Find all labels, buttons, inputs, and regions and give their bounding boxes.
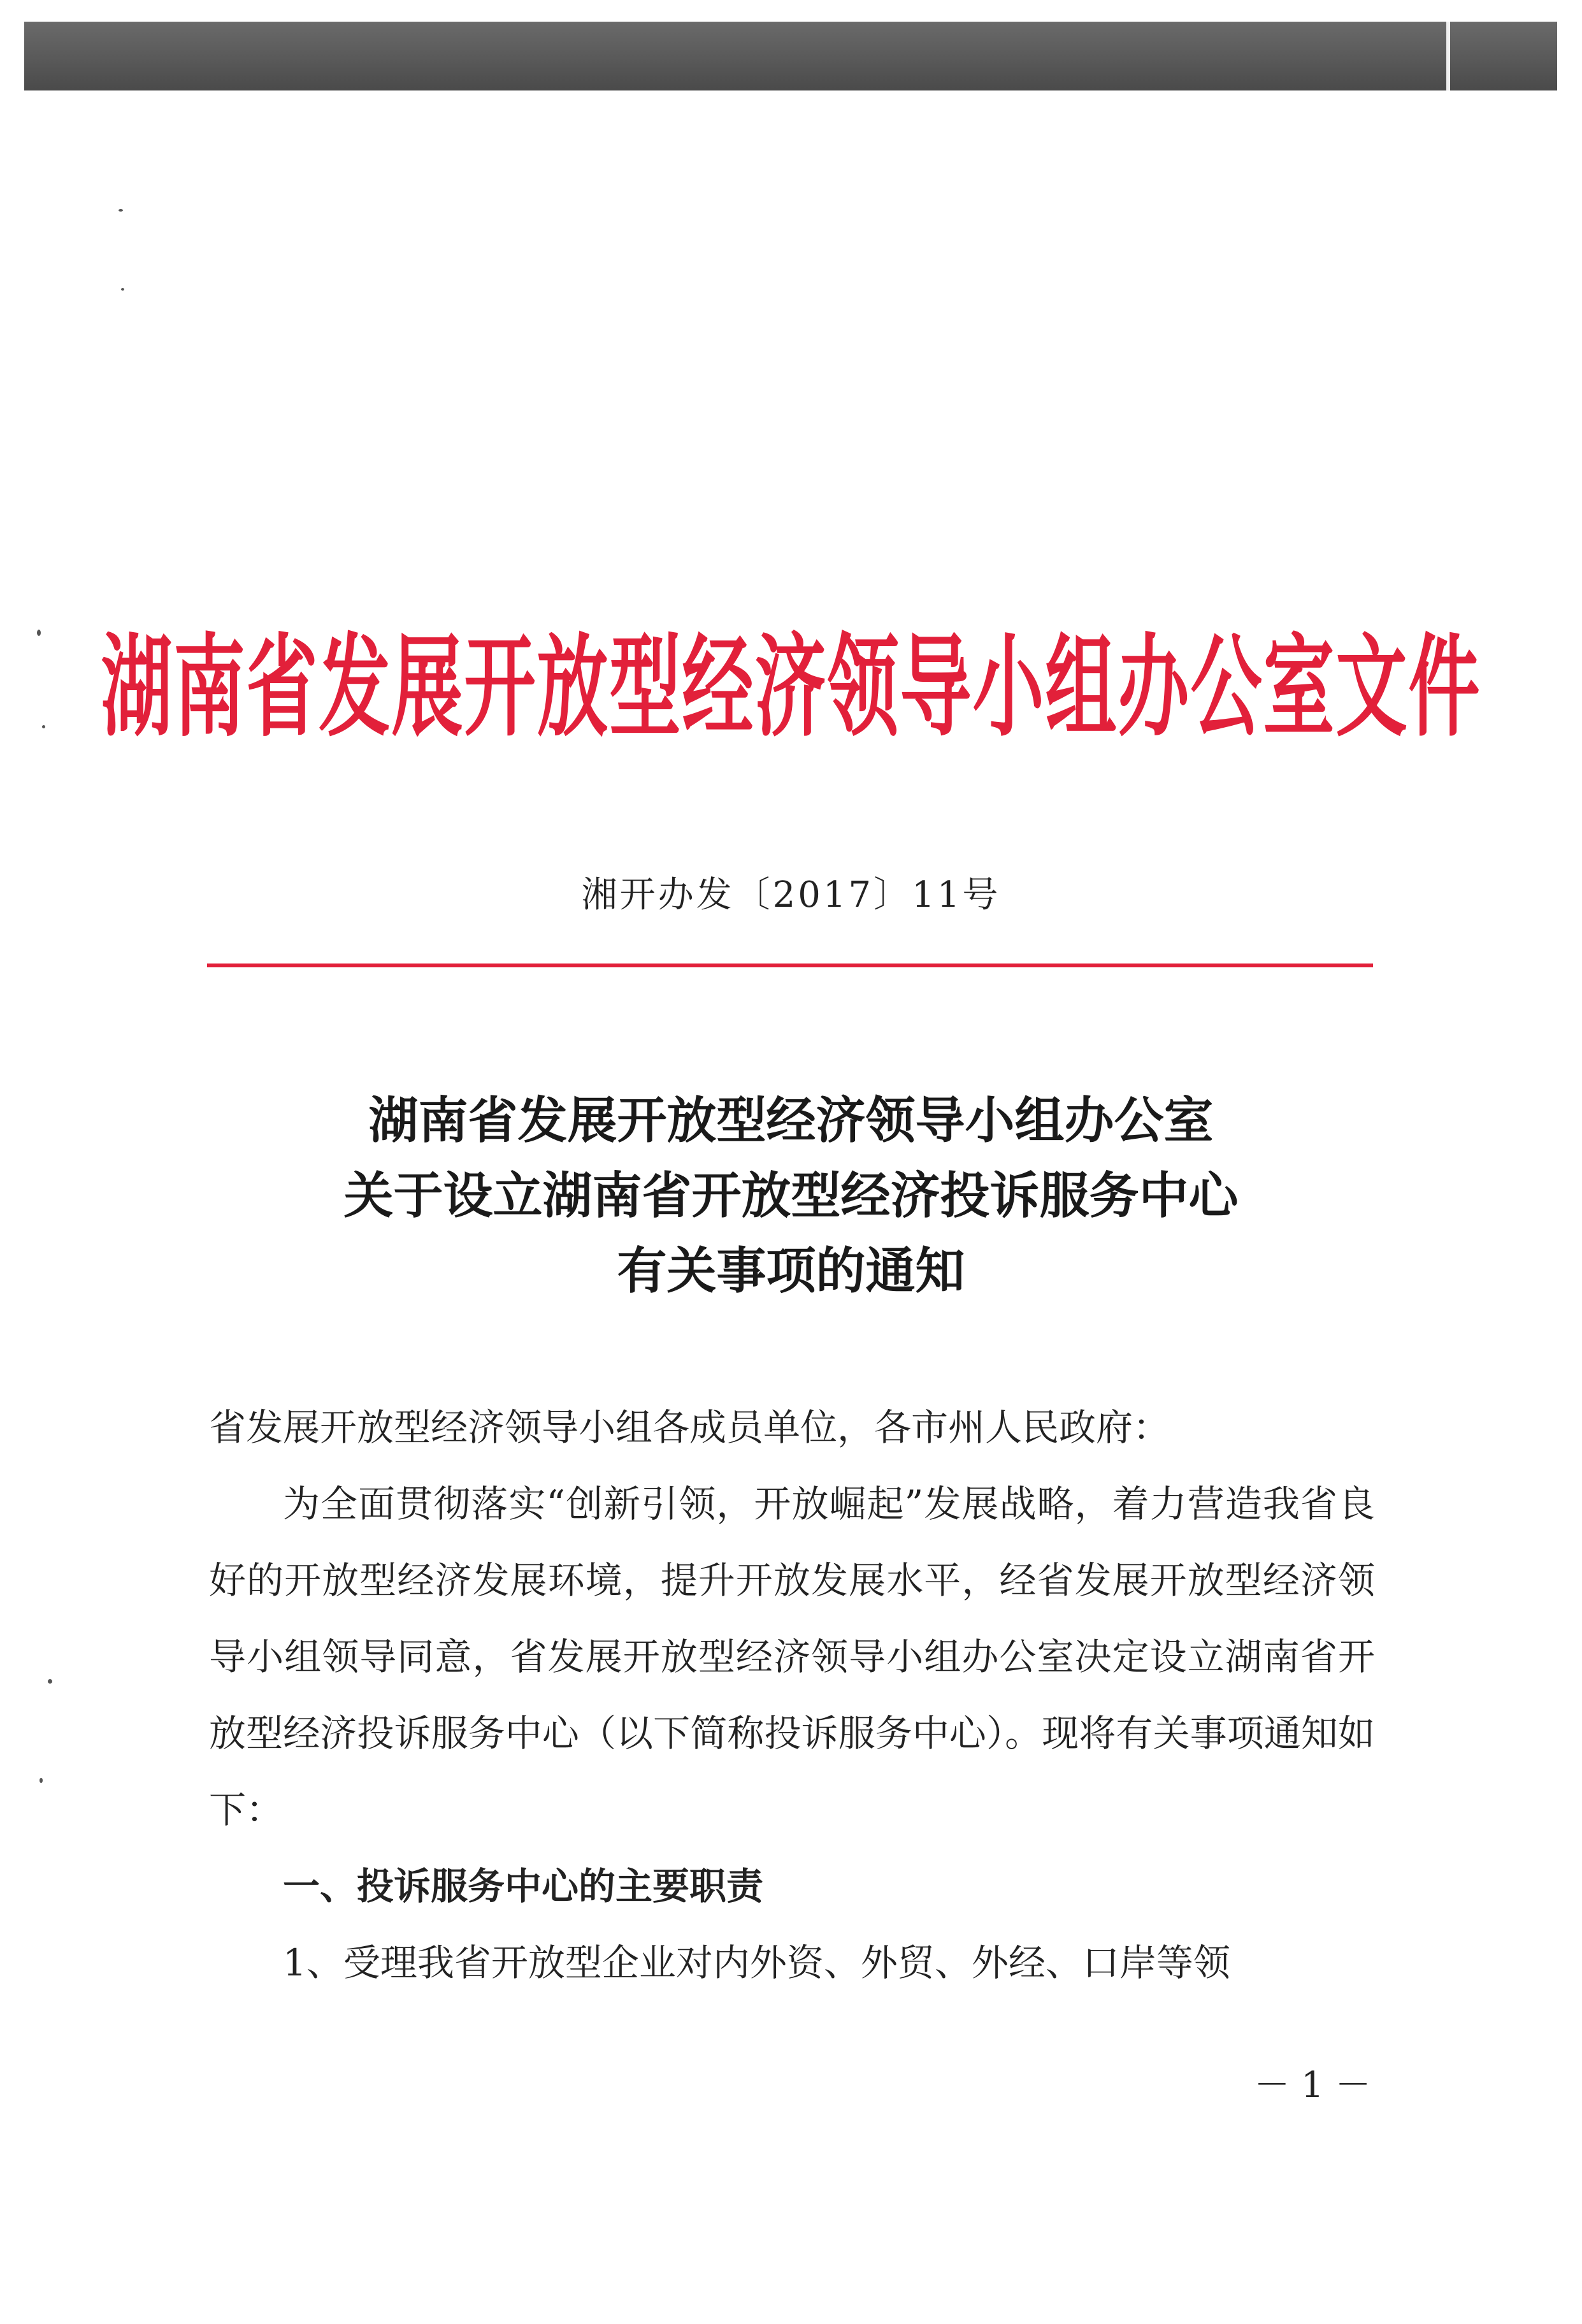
red-separator-line: [207, 964, 1373, 967]
scan-speck: [119, 209, 123, 212]
notice-body: [209, 1389, 1375, 2001]
page-number: － 1 －: [1254, 2065, 1371, 2106]
scan-speck: [48, 1679, 52, 1684]
salutation: 省发展开放型经济领导小组各成员单位，各市州人民政府：: [209, 1406, 1170, 1449]
scan-speck: [40, 1778, 43, 1783]
list-item: 1、受理我省开放型企业对内外资、外贸、外经、口岸等领: [283, 1941, 1230, 1984]
intro-paragraph: 为全面贯彻落实“创新引领，开放崛起”发展战略，着力营造我省良好的开放型经济发展环境，提升开放发展水平，经省发展开放型经济领导小组领导同意，省发展开放型经济领导小组办公室决定设立湖南省开放型经济投诉服务中心（以下简称投诉服务中心）。现将有关事项通知如下：: [209, 1482, 1375, 1831]
section-heading: 一、投诉服务中心的主要职责: [283, 1865, 764, 1908]
scan-speck: [121, 288, 124, 291]
notice-title-line-3: 有关事项的通知: [617, 1242, 965, 1300]
scan-border-divider: [1446, 22, 1450, 90]
notice-title-line-2: 关于设立湖南省开放型经济投诉服务中心: [343, 1167, 1239, 1225]
notice-title: [0, 1083, 1582, 1309]
notice-title-line-1: 湖南省发展开放型经济领导小组办公室: [368, 1092, 1214, 1150]
issuing-office-header: 湖南省发展开放型经济领导小组办公室文件: [101, 623, 1481, 753]
document-number: 湘开办发〔2017〕11号: [581, 874, 1001, 916]
scan-top-border: [24, 22, 1557, 90]
